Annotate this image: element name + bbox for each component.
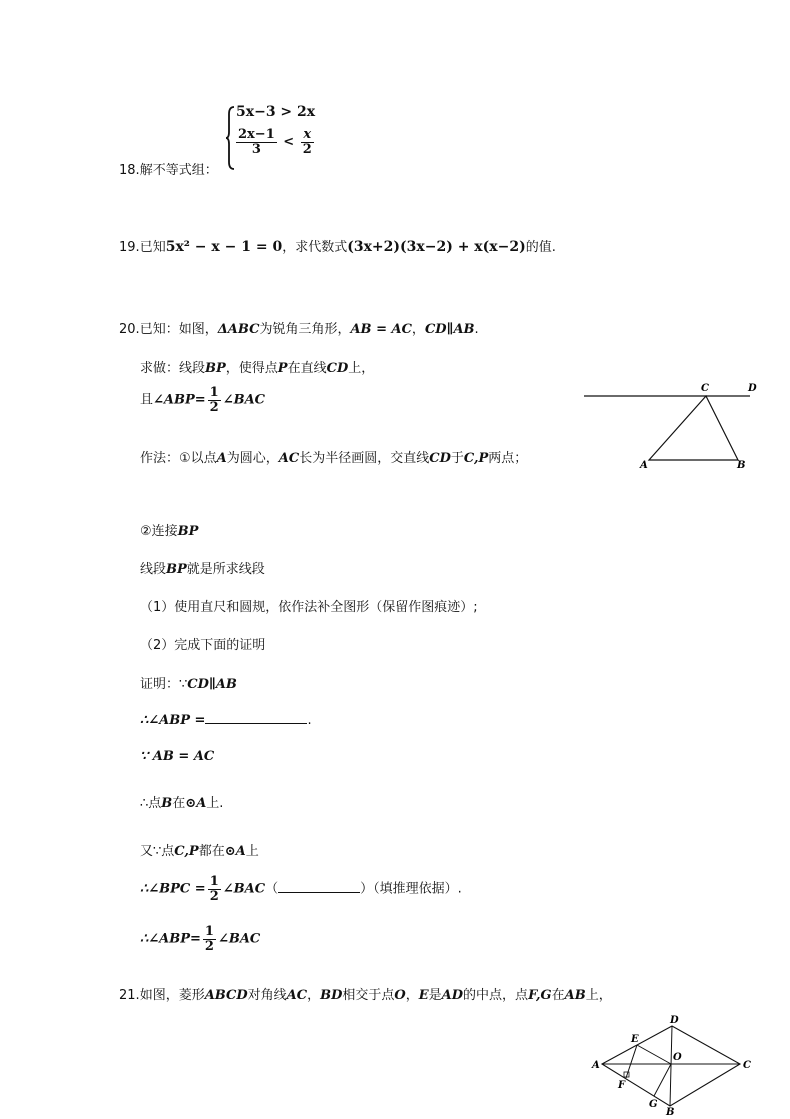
- q19-eq: 5x² − x − 1 = 0: [165, 239, 283, 255]
- q21-number: 21.: [119, 988, 140, 1003]
- q20-proof2-end: .: [307, 713, 312, 728]
- q20-answer-blank-2[interactable]: [278, 880, 360, 893]
- q20-t2: 为锐角三角形，: [259, 322, 351, 337]
- q20-task2: （2）完成下面的证明: [140, 638, 266, 653]
- q20-seg-pre: 线段: [140, 562, 167, 577]
- q21-label-a: A: [592, 1060, 600, 1071]
- q20-cond-r-2: ∠BAC: [222, 881, 266, 897]
- q20-half-num-2: 1: [209, 874, 219, 889]
- q20-proof4: [140, 792, 223, 811]
- q21-label-d: D: [670, 1015, 679, 1026]
- q21-seg-eo: [637, 1045, 671, 1064]
- q21-t9: 上，: [585, 988, 612, 1003]
- q20-sep: ，: [411, 322, 425, 337]
- q20-proof5-mid: 都在: [198, 844, 225, 859]
- q19-expr: (3x+2)(3x−2) + x(x−2): [347, 239, 526, 255]
- q20-bp-2: BP: [177, 524, 199, 539]
- q20-method5: 两点；: [488, 451, 528, 466]
- q20-tri: ΔABC: [217, 322, 260, 337]
- q19-t2: ，求代数式: [282, 240, 348, 255]
- q20-circle-a-2: ⊙A: [224, 844, 246, 859]
- q20-ask1: 求做：线段: [140, 361, 206, 376]
- q21-abcd: ABCD: [204, 988, 248, 1003]
- q20-proof5-end: 上: [245, 844, 259, 859]
- q20-figure: [580, 378, 760, 473]
- q21-e: E: [418, 988, 429, 1003]
- q20-label-c: C: [701, 383, 709, 394]
- q20-cd: CD: [326, 361, 349, 376]
- q21-o: O: [394, 988, 406, 1003]
- q18-ineq2-rnum: x: [301, 128, 314, 143]
- q20-seg-post: 就是所求线段: [186, 562, 265, 577]
- q20-line1: [119, 318, 479, 337]
- q20-step2-pre: ②连接: [140, 524, 178, 539]
- q20-proof2-text: ∴∠ABP =: [140, 713, 206, 728]
- q21-t6: 是: [428, 988, 442, 1003]
- q20-cond-l: ∠ABP=: [153, 392, 206, 408]
- q18-line: [119, 159, 218, 178]
- q20-cond-pre: 且: [140, 392, 154, 408]
- q21-label-c: C: [743, 1060, 751, 1071]
- q20-end: .: [474, 322, 479, 337]
- q20-ask2: ，使得点: [225, 361, 278, 376]
- q20-cp: C,P: [463, 451, 489, 466]
- q19-t3: 的值.: [525, 240, 556, 255]
- q20-label-b: B: [737, 460, 746, 471]
- q21-t5: ，: [405, 988, 419, 1003]
- q21-fg: F,G: [528, 988, 552, 1003]
- q20-ask3: 在直线: [287, 361, 327, 376]
- q21-t2: 对角线: [247, 988, 287, 1003]
- q21-t3: ，: [307, 988, 321, 1003]
- q20-task1: （1）使用直尺和圆规，依作法补全图形（保留作图痕迹）;: [140, 600, 478, 615]
- q20-half-num-3: 1: [204, 924, 214, 939]
- q18-ineq1: 5x−3 > 2x: [236, 104, 316, 120]
- q20-number: 20.: [119, 322, 140, 337]
- q20-half-den: 2: [209, 399, 219, 415]
- q20-proof6-open: （: [265, 881, 279, 897]
- q18-text: 解不等式组：: [139, 163, 218, 178]
- q18-ineq2-num: 2x−1: [238, 127, 275, 142]
- q20-proof6: [140, 875, 462, 903]
- q20-cp-2: C,P: [174, 844, 199, 859]
- q21-label-g: G: [649, 1099, 658, 1110]
- q20-method: [140, 447, 527, 466]
- q20-half-den-2: 2: [209, 888, 219, 904]
- q18-ineq2-rden: 2: [302, 141, 312, 157]
- q21-ab: AB: [564, 988, 586, 1003]
- q19-number: 19.: [119, 240, 140, 255]
- q19-t1: 已知: [139, 240, 166, 255]
- q19-line: [119, 236, 556, 255]
- q21-t8: 在: [551, 988, 565, 1003]
- q18-ineq2: [234, 128, 316, 156]
- q20-half-den-3: 2: [204, 938, 214, 954]
- q20-half-num: 1: [209, 385, 219, 400]
- q20-answer-blank-1[interactable]: [205, 711, 307, 724]
- q20-cd-2: CD: [429, 451, 451, 466]
- q20-proof2: [140, 711, 312, 728]
- q18-system: [226, 104, 346, 170]
- q20-method4: 于: [450, 451, 464, 466]
- q21-seg-og: [654, 1064, 671, 1096]
- q20-cond-r: ∠BAC: [222, 392, 266, 408]
- q20-proof5: [140, 840, 259, 859]
- q18-ineq2-op: <: [283, 134, 295, 150]
- q20-par-2: CD∥AB: [187, 677, 237, 692]
- q21-t1: 如图，菱形: [139, 988, 205, 1003]
- q20-proof4-mid: 在: [172, 796, 186, 811]
- q20-p: P: [277, 361, 288, 376]
- q20-bp: BP: [205, 361, 226, 376]
- q21-label-b: B: [666, 1107, 675, 1116]
- q18-number: 18.: [119, 163, 140, 178]
- q20-segment: [140, 558, 265, 577]
- q20-circle-a: ⊙A: [185, 796, 207, 811]
- q20-proof6-close: ）（填推理依据）.: [360, 881, 462, 897]
- q21-ac: AC: [286, 988, 308, 1003]
- q20-proof7-l: ∴∠ABP=: [140, 931, 201, 947]
- q21-line: [119, 984, 612, 1003]
- q20-triangle: [649, 396, 738, 460]
- q20-method1: 作法：①以点: [140, 451, 217, 466]
- q20-method3: 长为半径画圆，交直线: [299, 451, 430, 466]
- q20-method2: 为圆心，: [226, 451, 279, 466]
- q20-par: CD∥AB: [424, 322, 475, 337]
- q20-proof4-end: 上.: [206, 796, 224, 811]
- q20-eq1: AB = AC: [350, 322, 412, 337]
- q20-proof3: ∵ AB = AC: [140, 749, 215, 764]
- q20-proof7: [140, 925, 260, 953]
- q20-proof4-pre: ∴点: [140, 796, 162, 811]
- q20-proof6-l: ∴∠BPC =: [140, 881, 206, 897]
- q21-label-e: E: [631, 1034, 639, 1045]
- q20-label-d: D: [748, 383, 757, 394]
- q20-b: B: [161, 796, 173, 811]
- q20-t1: 已知：如图，: [139, 322, 218, 337]
- q21-label-o: O: [673, 1052, 682, 1063]
- q18-ineq2-den: 3: [251, 141, 261, 157]
- q20-proof-pre: 证明：∵: [140, 677, 188, 692]
- q21-bd: BD: [320, 988, 343, 1003]
- q20-ask: [140, 357, 374, 376]
- q21-t7: 的中点，点: [463, 988, 529, 1003]
- q20-ac: AC: [278, 451, 300, 466]
- q20-proof5-pre: 又∵点: [140, 844, 175, 859]
- q20-ask4: 上，: [348, 361, 375, 376]
- q20-label-a: A: [640, 460, 648, 471]
- q20-a: A: [216, 451, 227, 466]
- q20-condition: [140, 386, 265, 414]
- q21-figure: [588, 1014, 758, 1116]
- q21-t4: 相交于点: [342, 988, 395, 1003]
- q20-bp-3: BP: [166, 562, 187, 577]
- q20-proof1: [140, 673, 237, 692]
- q21-ad: AD: [441, 988, 464, 1003]
- q20-cond-r-3: ∠BAC: [217, 931, 261, 947]
- q21-label-f: F: [618, 1080, 626, 1091]
- q20-step2: [140, 520, 198, 539]
